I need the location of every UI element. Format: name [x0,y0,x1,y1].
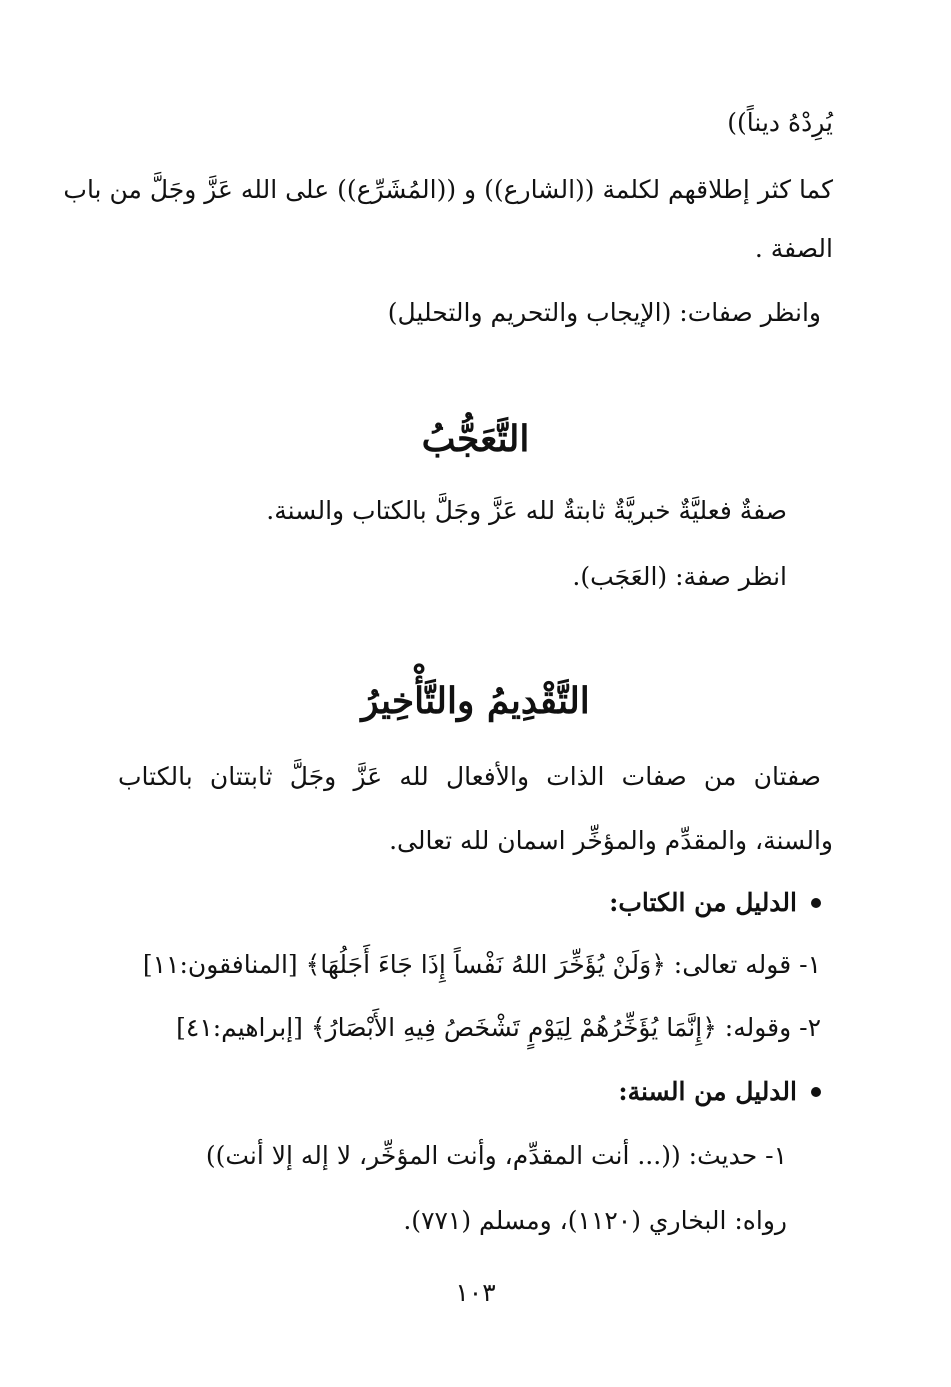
paragraph-line: الصفة . [754,234,833,263]
bullet-icon [811,1087,821,1097]
section-title: التَّقْدِيمُ والتَّأْخِيرُ [361,680,590,722]
paragraph-line: كما كثر إطلاقهم لكلمة ((الشارع)) و ((المُشَرِّع)) على الله عَزَّ وجَلَّ من باب [63,175,833,204]
page-number: ١٠٣ [455,1278,496,1307]
continued-quote-line: يُرِدْهُ ديناً)) [727,108,833,137]
evidence-item: ٢- وقوله: ﴿إِنَّمَا يُؤَخِّرُهُمْ لِيَوْمٍ تَشْخَصُ فِيهِ الأَبْصَارُ﴾ [إبراهيم:٤١] [176,1013,821,1042]
evidence-heading-sunnah: الدليل من السنة: [118,1077,821,1107]
see-also-line: وانظر صفات: (الإيجاب والتحريم والتحليل) [387,298,821,327]
evidence-item: ١- حديث: ((... أنت المقدِّم، وأنت المؤخِّر، لا إله إلا أنت)) [205,1141,787,1170]
section-title: التَّعَجُّبُ [421,418,530,460]
paragraph-line: والسنة، والمقدِّم والمؤخِّر اسمان لله تعالى. [389,826,833,855]
bullet-icon [811,898,821,908]
paragraph-line: صفتان من صفات الذات والأفعال لله عَزَّ وجَلَّ ثابتتان بالكتاب [118,762,821,791]
see-also-line: انظر صفة: (العَجَب). [572,562,787,591]
evidence-item: ١- قوله تعالى: ﴿وَلَنْ يُؤَخِّرَ اللهُ نَفْساً إِذَا جَاءَ أَجَلُهَا﴾ [المنافقون:١١] [142,950,821,979]
paragraph-line: صفةٌ فعليَّةٌ خبريَّةٌ ثابتةٌ لله عَزَّ وجَلَّ بالكتاب والسنة. [266,496,787,525]
hadith-reference: رواه: البخاري (١١٢٠)، ومسلم (٧٧١). [403,1206,787,1235]
evidence-heading-book: الدليل من الكتاب: [118,888,821,918]
